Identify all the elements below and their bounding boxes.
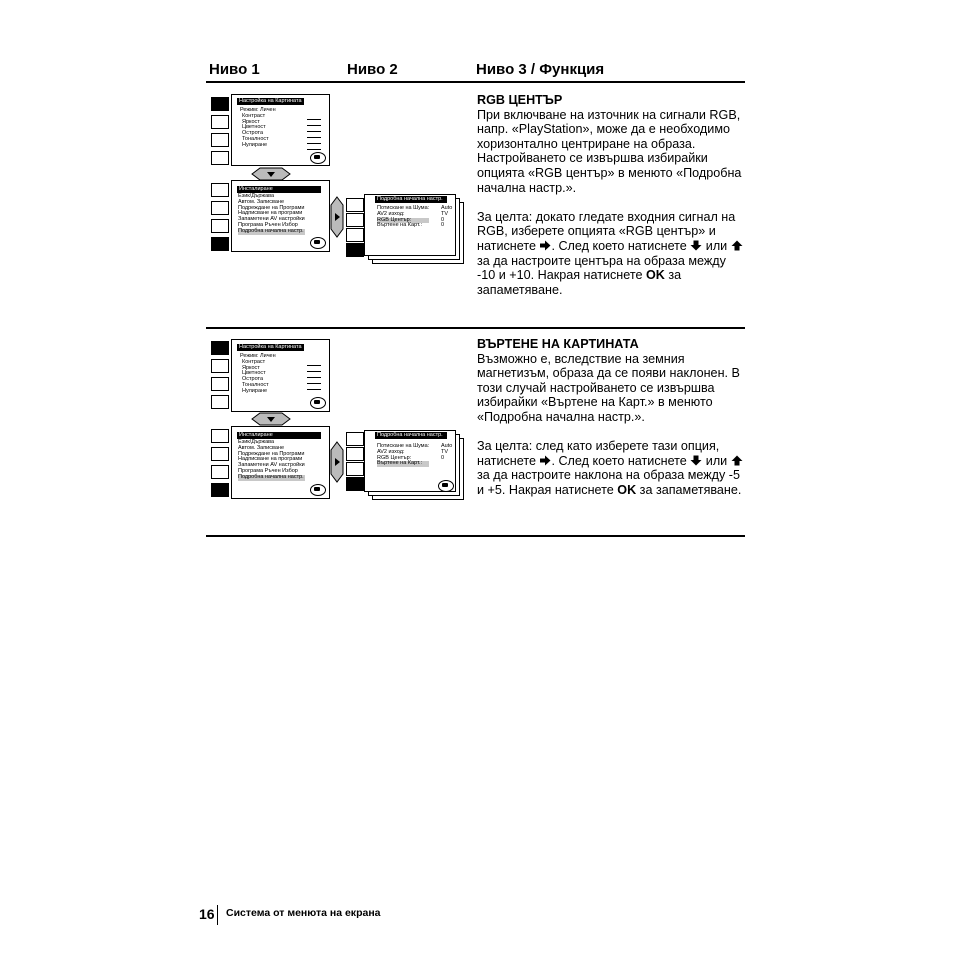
ok-button-icon xyxy=(310,152,326,164)
detail-values xyxy=(441,444,452,461)
detail-menu-list xyxy=(377,206,429,229)
picture-menu-title: Настройка на Картината xyxy=(239,344,302,350)
picture-icon xyxy=(211,97,229,111)
timer-icon xyxy=(211,219,229,233)
sound-icon xyxy=(211,447,229,461)
slider-color xyxy=(307,377,321,378)
slider-reset xyxy=(307,149,321,150)
ok-button-icon xyxy=(310,397,326,409)
setup-icon xyxy=(346,477,364,491)
detail-item-1: AV2 изход: xyxy=(377,448,405,455)
install-item-4: Запаметени AV настройки xyxy=(238,462,305,469)
section-picture-rotation xyxy=(477,337,747,512)
detail-menu-screen-2 xyxy=(364,430,456,492)
picture-menu-screen xyxy=(231,94,330,166)
section-rgb-p2b: . След което натиснете xyxy=(551,238,687,253)
detail-item-2: RGB Център: xyxy=(377,454,412,461)
page-number: 16 xyxy=(199,906,215,922)
detail-value-1: TV xyxy=(441,210,449,217)
picture-menu-list xyxy=(240,354,276,395)
picture-menu-title: Настройка на Картината xyxy=(239,98,302,104)
section-rotation-title: ВЪРТЕНЕ НА КАРТИНАТА xyxy=(477,337,639,351)
menu-icon-column-6 xyxy=(346,432,364,495)
ok-button-icon xyxy=(310,484,326,496)
detail-value-0: Auto xyxy=(441,443,453,449)
slider-contrast xyxy=(307,365,321,366)
picture-item-1: Контраст xyxy=(242,358,266,365)
arrow-right-icon xyxy=(330,195,344,239)
detail-item-0: Потискане на Шума: xyxy=(377,443,430,449)
detail-value-3: 0 xyxy=(441,222,445,229)
picture-item-2: Яркост xyxy=(242,118,260,125)
install-item-6: Подробна начална настр. xyxy=(238,473,304,480)
section-rotation-p2a: За целта: след като изберете тази опция, натиснете xyxy=(477,439,720,468)
menu-icon-column-2 xyxy=(211,183,229,255)
timer-icon xyxy=(211,377,229,391)
picture-item-3: Цветност xyxy=(242,370,266,377)
setup-icon xyxy=(211,395,229,409)
section-rotation-p2d: за да настроите наклона на образа между -5 и +5. Накрая натиснете xyxy=(477,468,740,497)
timer-icon xyxy=(211,133,229,147)
picture-item-0: Режим: Личен xyxy=(240,107,276,113)
section-rgb-p2d: за да настроите центъра на образа между -10 и +10. Накрая натиснете xyxy=(477,253,726,283)
picture-item-5: Тоналност xyxy=(242,381,269,388)
install-item-3: Надписване на програми xyxy=(238,456,303,463)
ok-button-icon xyxy=(438,480,454,492)
ok-label: OK xyxy=(617,482,637,497)
detail-item-3: Въртене на Карт.: xyxy=(377,461,429,467)
setup-icon xyxy=(211,483,229,497)
timer-icon xyxy=(346,462,364,476)
detail-menu-list xyxy=(377,444,429,467)
arrow-right-icon xyxy=(330,440,344,484)
install-menu-screen xyxy=(231,180,330,252)
setup-icon xyxy=(211,237,229,251)
install-item-2: Подреждане на Програми xyxy=(238,204,305,211)
picture-item-6: Нулиране xyxy=(242,387,268,394)
install-item-5: Програма Ръчен Избор xyxy=(238,467,298,474)
up-arrow-icon xyxy=(731,240,743,251)
detail-item-0: Потискане на Шума: xyxy=(377,205,430,211)
arrow-down-icon xyxy=(248,167,294,181)
slider-hue xyxy=(307,143,321,144)
section-rotation-p2b: . След което натиснете xyxy=(551,453,687,468)
section-rgb-p2a: За целта: докато гледате входния сигнал на RGB, изберете опцията «RGB център» и натиснете xyxy=(477,209,736,253)
detail-value-0: Auto xyxy=(441,205,453,211)
picture-menu-screen-2 xyxy=(231,339,330,412)
setup-icon xyxy=(346,243,364,257)
picture-menu-list xyxy=(240,108,276,149)
menu-icon-column-5 xyxy=(211,429,229,501)
picture-item-6: Нулиране xyxy=(242,141,268,148)
slider-contrast xyxy=(307,119,321,120)
picture-item-0: Режим: Личен xyxy=(240,353,276,359)
menu-icon-column-4 xyxy=(211,341,229,413)
bottom-rule xyxy=(206,535,745,537)
install-item-3: Надписване на програми xyxy=(238,210,303,217)
section-rgb-center xyxy=(477,93,747,312)
picture-icon xyxy=(211,429,229,443)
picture-icon xyxy=(211,183,229,197)
install-menu-title: Инсталиране xyxy=(237,186,321,193)
detail-menu-title: Подробна начална настр. xyxy=(375,432,447,439)
timer-icon xyxy=(346,228,364,242)
slider-sharpness xyxy=(307,137,321,138)
detail-item-3: Въртене на Карт.: xyxy=(377,222,422,229)
down-arrow-icon xyxy=(690,455,702,466)
detail-value-2: 0 xyxy=(441,454,445,461)
install-menu-list xyxy=(238,194,305,235)
down-arrow-icon xyxy=(690,240,702,251)
install-menu-title: Инсталиране xyxy=(237,432,321,439)
detail-menu-title: Подробна начална настр. xyxy=(375,196,447,203)
right-arrow-icon xyxy=(539,240,551,251)
section-rgb-title: RGB ЦЕНТЪР xyxy=(477,93,563,107)
detail-item-1: AV2 изход: xyxy=(377,210,405,217)
section-rgb-p2c: или xyxy=(705,238,728,253)
sound-icon xyxy=(346,447,364,461)
install-item-5: Програма Ръчен Избор xyxy=(238,221,298,228)
install-item-0: Език/Държава xyxy=(238,193,275,199)
picture-item-4: Острота xyxy=(242,376,264,383)
detail-value-2: 0 xyxy=(441,216,445,223)
header-level-1: Ниво 1 xyxy=(209,61,260,78)
picture-icon xyxy=(211,341,229,355)
picture-icon xyxy=(346,432,364,446)
sound-icon xyxy=(346,213,364,227)
install-item-4: Запаметени AV настройки xyxy=(238,216,305,223)
install-item-1: Автом. Записване xyxy=(238,444,285,451)
menu-icon-column-3 xyxy=(346,198,364,261)
menu-icon-column xyxy=(211,97,229,169)
section-rgb-p2e: за запаметяване. xyxy=(477,268,682,297)
slider-hue xyxy=(307,389,321,390)
picture-item-5: Тоналност xyxy=(242,135,269,142)
slider-color xyxy=(307,131,321,132)
detail-values xyxy=(441,206,452,229)
detail-item-2: RGB Център: xyxy=(377,218,429,224)
section-rotation-p1: Възможно е, вследствие на земния магнетизъм, образа да се появи наклонен. В този случай настройването се извършва избирайки «Въртене на Карт.» в менюто «Подробна начална настр.». xyxy=(477,351,740,424)
slider-brightness xyxy=(307,125,321,126)
footer-section-title: Система от менюта на екрана xyxy=(226,907,381,919)
up-arrow-icon xyxy=(731,455,743,466)
detail-value-1: TV xyxy=(441,448,449,455)
install-item-6: Подробна начална настр. xyxy=(238,227,304,234)
install-menu-list xyxy=(238,440,305,481)
right-arrow-icon xyxy=(539,455,551,466)
picture-item-2: Яркост xyxy=(242,364,260,371)
picture-icon xyxy=(346,198,364,212)
arrow-down-icon xyxy=(248,412,294,426)
section-rotation-p2e: за запаметяване. xyxy=(639,482,742,497)
middle-rule xyxy=(206,327,745,329)
sound-icon xyxy=(211,115,229,129)
slider-sharpness xyxy=(307,383,321,384)
ok-label: OK xyxy=(645,268,665,283)
install-item-2: Подреждане на Програми xyxy=(238,450,305,457)
detail-menu-screen xyxy=(364,194,456,256)
header-level-2: Ниво 2 xyxy=(347,61,398,78)
install-item-0: Език/Държава xyxy=(238,439,275,445)
setup-icon xyxy=(211,151,229,165)
picture-item-4: Острота xyxy=(242,130,264,137)
ok-button-icon xyxy=(310,237,326,249)
picture-item-3: Цветност xyxy=(242,124,266,131)
sound-icon xyxy=(211,201,229,215)
sound-icon xyxy=(211,359,229,373)
section-rgb-p1: При включване на източник на сигнали RGB, напр. «PlayStation», може да е необходимо хоризонтално центриране на образа. Настройването се извършва избирайки опцията «RGB център» в менюто «Подробна начална настр.». xyxy=(477,107,742,195)
top-rule xyxy=(206,81,745,83)
install-item-1: Автом. Записване xyxy=(238,198,285,205)
install-menu-screen-2 xyxy=(231,426,330,499)
picture-item-1: Контраст xyxy=(242,112,266,119)
timer-icon xyxy=(211,465,229,479)
footer-divider xyxy=(217,905,218,925)
section-rotation-p2c: или xyxy=(705,453,728,468)
header-level-3: Ниво 3 / Функция xyxy=(476,61,605,78)
slider-brightness xyxy=(307,371,321,372)
